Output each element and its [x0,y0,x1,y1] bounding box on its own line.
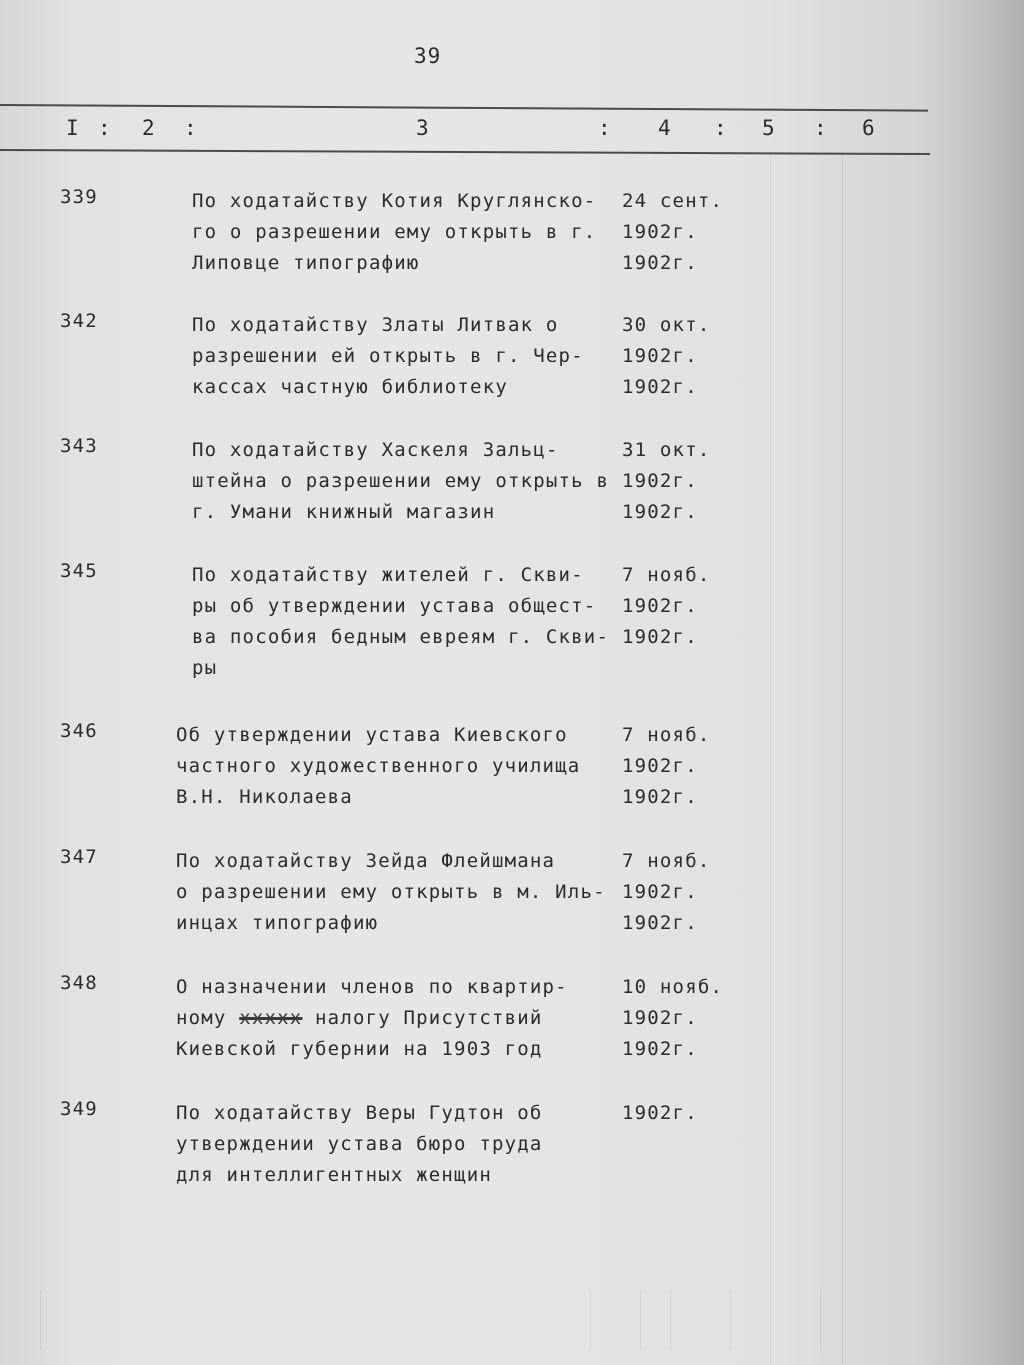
entry-number: 349 [60,1098,98,1120]
column-header-1: I [66,116,80,140]
entry-date-line: 1902г. [622,1102,698,1124]
column-header-separator: : [714,116,728,140]
entry-date-line: 7 нояб. [622,564,711,586]
entry-date-line: 1902г. [622,595,698,617]
entry-date-line: 1902г. [622,252,698,274]
column-header-5: 5 [762,116,776,140]
entry-title-line: О назначении членов по квартир- [176,976,568,998]
header-bottom-rule [0,149,930,155]
entry-title-line: кассах частную библиотеку [192,376,508,398]
entry-title-word: ному [176,1007,227,1029]
bottom-bleed-through-marks [30,1290,910,1350]
entry-dates [622,435,710,528]
column-header-6: 6 [862,116,876,140]
entry-number: 339 [60,186,98,208]
entry-dates [622,310,710,403]
entry-date-line: 1902г. [622,501,698,523]
entry-date-line: 1902г. [622,881,698,903]
column-header-separator: : [814,116,828,140]
entry-title-line: По ходатайству Котия Круглянско- [192,190,597,212]
entry-number: 346 [60,720,98,742]
faint-column-line [770,150,771,1365]
column-header-4: 4 [658,116,672,140]
entry-date-line: 1902г. [622,626,698,648]
entry-dates [622,972,723,1065]
entry-title-word: налогу Присутствий [315,1007,543,1029]
entry-date-line: 10 нояб. [622,976,724,998]
entry-date-line: 1902г. [622,912,698,934]
entry-title-line: го о разрешении ему открыть в г. [192,221,597,243]
entry-title-line: Липовце типографию [192,252,420,274]
entry-title-line: частного художественного училища [176,755,581,777]
entry-title-line: инцах типографию [176,912,379,934]
entry-date-line: 1902г. [622,755,698,777]
entry-date-line: 1902г. [622,1007,698,1029]
column-header-separator: : [598,116,612,140]
entry-title-line: для интеллигентных женщин [176,1164,492,1186]
page-edge-shadow [914,0,1024,1365]
entry-title [192,186,596,279]
entry-title-line: разрешении ей открыть в г. Чер- [192,345,584,367]
column-header-3: 3 [416,116,430,140]
column-header-separator: : [98,116,112,140]
entry-title-line: По ходатайству Златы Литвак о [192,314,559,336]
entry-number: 343 [60,435,98,457]
entry-date-line: 31 окт. [622,439,711,461]
entry-number: 345 [60,560,98,582]
entry-date-line: 1902г. [622,786,698,808]
entry-date-line: 1902г. [622,470,698,492]
entry-date-line: 1902г. [622,1038,698,1060]
entry-title-line: о разрешении ему открыть в м. Иль- [176,881,606,903]
header-top-rule [0,104,928,112]
entry-date-line: 7 нояб. [622,850,711,872]
column-header-separator: : [184,116,198,140]
entry-title [176,846,606,939]
entry-title [192,560,609,684]
entry-dates [622,560,710,653]
entry-title-line: Об утверждении устава Киевского [176,724,568,746]
entry-dates [622,720,710,813]
entry-title [176,720,580,813]
entry-dates [622,846,710,939]
entry-date-line: 24 сент. [622,190,724,212]
page-number: 39 [414,44,442,68]
struck-out-text: xxxxx [239,1007,303,1029]
entry-title-line: утверждении устава бюро труда [176,1133,543,1155]
entry-number: 347 [60,846,98,868]
entry-title-line: г. Умани книжный магазин [192,501,496,523]
entry-title-line: По ходатайству Веры Гудтон об [176,1102,543,1124]
entry-title-line: Киевской губернии на 1903 год [176,1038,543,1060]
entry-dates [622,186,723,279]
entry-number: 348 [60,972,98,994]
entry-title [176,972,568,1065]
entry-number: 342 [60,310,98,332]
faint-column-line [842,150,843,1365]
entry-date-line: 1902г. [622,345,698,367]
entry-date-line: 1902г. [622,221,698,243]
entry-date-line: 7 нояб. [622,724,711,746]
entry-date-line: 1902г. [622,376,698,398]
entry-date-line: 30 окт. [622,314,711,336]
entry-title-line [176,1003,568,1034]
entry-title-line: По ходатайству жителей г. Скви- [192,564,584,586]
entry-title-line: В.Н. Николаева [176,786,353,808]
entry-title-line: ры [192,657,218,679]
entry-title [176,1098,543,1191]
entry-title [192,435,609,528]
entry-dates [622,1098,698,1129]
entry-title-line: ва пособия бедным евреям г. Скви- [192,626,610,648]
entry-title [192,310,584,403]
entry-title-line: штейна о разрешении ему открыть в [192,470,610,492]
entry-title-line: ры об утверждении устава общест- [192,595,597,617]
entry-title-line: По ходатайству Хаскеля Зальц- [192,439,559,461]
column-header-2: 2 [142,116,156,140]
entry-title-line: По ходатайству Зейда Флейшмана [176,850,556,872]
